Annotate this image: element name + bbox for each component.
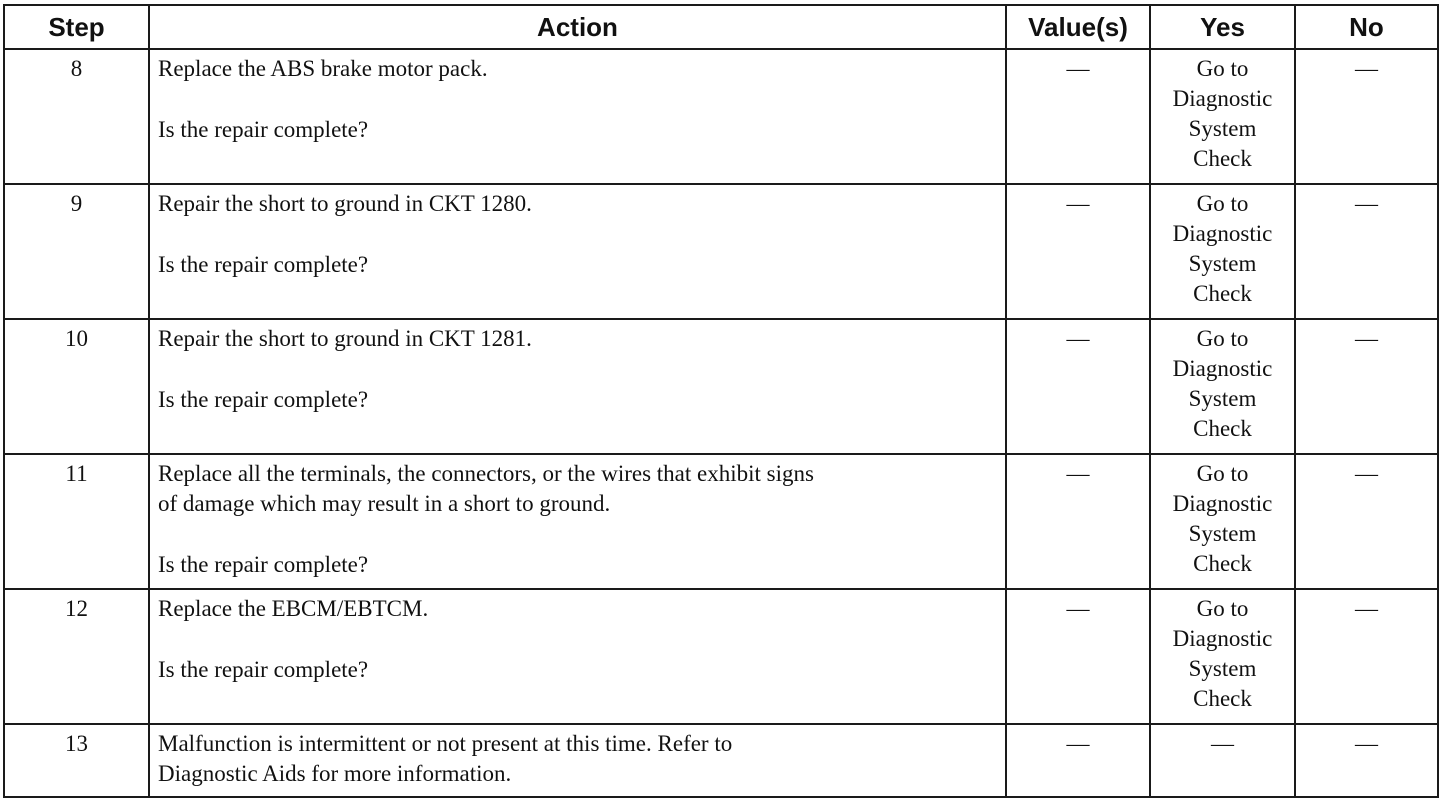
step-number: 13 [4, 724, 149, 797]
value-cell: — [1006, 589, 1150, 724]
repair-question: Is the repair complete? [158, 552, 369, 577]
yes-cell [1150, 49, 1295, 184]
yes-text: Check [1193, 146, 1252, 171]
yes-text: Check [1193, 416, 1252, 441]
yes-text: Check [1193, 686, 1252, 711]
action-cell [149, 319, 1006, 454]
header-values: Value(s) [1006, 5, 1150, 49]
table-row [4, 454, 1438, 589]
yes-text: System [1188, 521, 1257, 546]
header-row [4, 5, 1438, 49]
no-cell: — [1295, 724, 1438, 797]
table-header [4, 5, 1438, 49]
header-yes: Yes [1150, 5, 1295, 49]
action-cell [149, 724, 1006, 797]
yes-text: Go to [1196, 596, 1249, 621]
yes-text: System [1188, 656, 1257, 681]
action-text: Replace the ABS brake motor pack. [158, 56, 488, 81]
yes-text: Go to [1196, 56, 1249, 81]
action-cell [149, 184, 1006, 319]
action-text: Diagnostic Aids for more information. [158, 761, 512, 786]
step-number: 9 [4, 184, 149, 319]
yes-text: Go to [1196, 326, 1249, 351]
action-text: Repair the short to ground in CKT 1281. [158, 326, 532, 351]
yes-text: — [1211, 731, 1234, 756]
yes-text: Check [1193, 551, 1252, 576]
yes-text: System [1188, 116, 1257, 141]
value-cell: — [1006, 319, 1150, 454]
header-action: Action [149, 5, 1006, 49]
yes-text: System [1188, 386, 1257, 411]
step-number: 12 [4, 589, 149, 724]
yes-text: Diagnostic [1172, 356, 1273, 381]
value-cell: — [1006, 49, 1150, 184]
no-cell: — [1295, 184, 1438, 319]
action-cell [149, 49, 1006, 184]
no-cell: — [1295, 49, 1438, 184]
table-body [4, 49, 1438, 797]
repair-question: Is the repair complete? [158, 117, 369, 142]
yes-cell [1150, 454, 1295, 589]
yes-cell [1150, 184, 1295, 319]
no-cell: — [1295, 454, 1438, 589]
header-step: Step [4, 5, 149, 49]
table-row [4, 589, 1438, 724]
table-row [4, 49, 1438, 184]
yes-text: System [1188, 251, 1257, 276]
step-number: 8 [4, 49, 149, 184]
yes-text: Diagnostic [1172, 86, 1273, 111]
value-cell: — [1006, 724, 1150, 797]
yes-text: Diagnostic [1172, 626, 1273, 651]
value-cell: — [1006, 184, 1150, 319]
yes-text: Diagnostic [1172, 491, 1273, 516]
action-text: Replace the EBCM/EBTCM. [158, 596, 429, 621]
repair-question: Is the repair complete? [158, 657, 369, 682]
yes-cell [1150, 589, 1295, 724]
action-cell [149, 454, 1006, 589]
yes-text: Go to [1196, 191, 1249, 216]
action-text: Malfunction is intermittent or not present at this time. Refer to [158, 731, 733, 756]
yes-cell [1150, 319, 1295, 454]
yes-text: Go to [1196, 461, 1249, 486]
no-cell: — [1295, 589, 1438, 724]
action-text: of damage which may result in a short to ground. [158, 491, 611, 516]
step-number: 11 [4, 454, 149, 589]
step-number: 10 [4, 319, 149, 454]
yes-text: Check [1193, 281, 1252, 306]
action-cell [149, 589, 1006, 724]
table-row [4, 319, 1438, 454]
yes-cell [1150, 724, 1295, 797]
action-text: Repair the short to ground in CKT 1280. [158, 191, 532, 216]
repair-question: Is the repair complete? [158, 387, 369, 412]
table-row [4, 184, 1438, 319]
header-no: No [1295, 5, 1438, 49]
action-text: Replace all the terminals, the connectors, or the wires that exhibit signs [158, 461, 814, 486]
diagnostic-table [3, 4, 1439, 798]
no-cell: — [1295, 319, 1438, 454]
table-row [4, 724, 1438, 797]
value-cell: — [1006, 454, 1150, 589]
repair-question: Is the repair complete? [158, 252, 369, 277]
yes-text: Diagnostic [1172, 221, 1273, 246]
